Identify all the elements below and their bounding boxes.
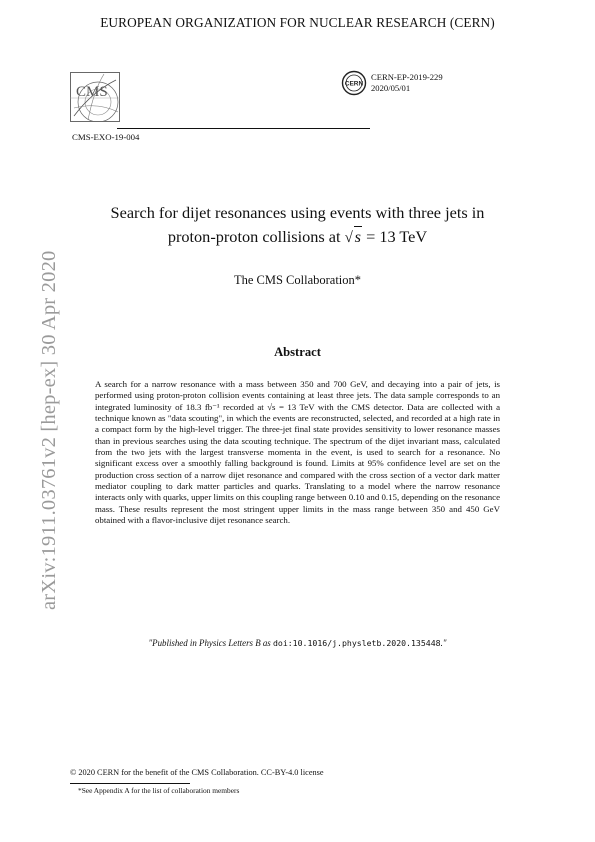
footnote-rule: [70, 783, 190, 784]
arxiv-stamp: arXiv:1911.03761v2 [hep-ex] 30 Apr 2020: [38, 250, 60, 610]
cms-logo-icon: [70, 72, 120, 122]
organization-header: EUROPEAN ORGANIZATION FOR NUCLEAR RESEARCH (CERN): [100, 15, 495, 30]
header-rule: [117, 128, 370, 129]
publication-prefix: "Published in Physics Letters B as: [148, 638, 273, 648]
publication-suffix: .": [440, 638, 447, 648]
title-line-1: Search for dijet resonances using events with three jets in: [110, 203, 485, 222]
report-number: CERN-EP-2019-229: [371, 72, 443, 82]
footnote: *See Appendix A for the list of collaboration members: [78, 786, 240, 795]
title-energy: = 13 TeV: [366, 227, 428, 246]
report-date: 2020/05/01: [371, 83, 411, 93]
abstract-heading: Abstract: [274, 345, 321, 359]
paper-title: [60, 201, 535, 249]
publication-note: [60, 638, 535, 648]
title-line-2: [60, 225, 535, 249]
authors: The CMS Collaboration*: [233, 273, 362, 287]
copyright: © 2020 CERN for the benefit of the CMS Collaboration. CC-BY-4.0 license: [70, 768, 324, 777]
abstract-text: A search for a narrow resonance with a mass between 350 and 700 GeV, and decaying into a pair of jets, is performed using proton-proton collision events containing at least three jets. The data sample corresponds to an integrated luminosity of 18.3 fb⁻¹ recorded at √s = 13 TeV with the CMS detector. Data are collected with a technique known as "data scouting", in which the events are reconstructed, selected, and recorded at a high rate in a compact form by the high-level trigger. The three-jet final state provides sensitivity to lower resonance masses than in previous searches using the data scouting technique. The spectrum of the dijet invariant mass, calculated from the two jets with the largest transverse momenta in the event, is used to search for a resonance. No significant excess over a smoothly falling background is found. Limits at 95% confidence level are set on the production cross section of a narrow dijet resonance and compared with the cross section of a vector dark matter mediator coupling to dark matter particles and quarks. Translating to a model where the narrow resonance interacts only with quarks, upper limits on this coupling range between 0.10 and 0.15, depending on the resonance mass. These results represent the most stringent upper limits in the mass range between 350 and 450 GeV obtained with a flavor-inclusive dijet resonance search.: [95, 379, 500, 526]
cern-logo-icon: [341, 70, 367, 96]
title-line-2-text: proton-proton collisions at: [167, 227, 341, 246]
analysis-id: CMS-EXO-19-004: [72, 132, 140, 142]
doi-link[interactable]: doi:10.1016/j.physletb.2020.135448: [272, 638, 441, 648]
sqrt-s-symbol: √ s: [344, 227, 361, 246]
report-info: [371, 72, 443, 94]
svg-text:CMS: CMS: [76, 84, 108, 100]
svg-text:CERN: CERN: [344, 80, 364, 88]
